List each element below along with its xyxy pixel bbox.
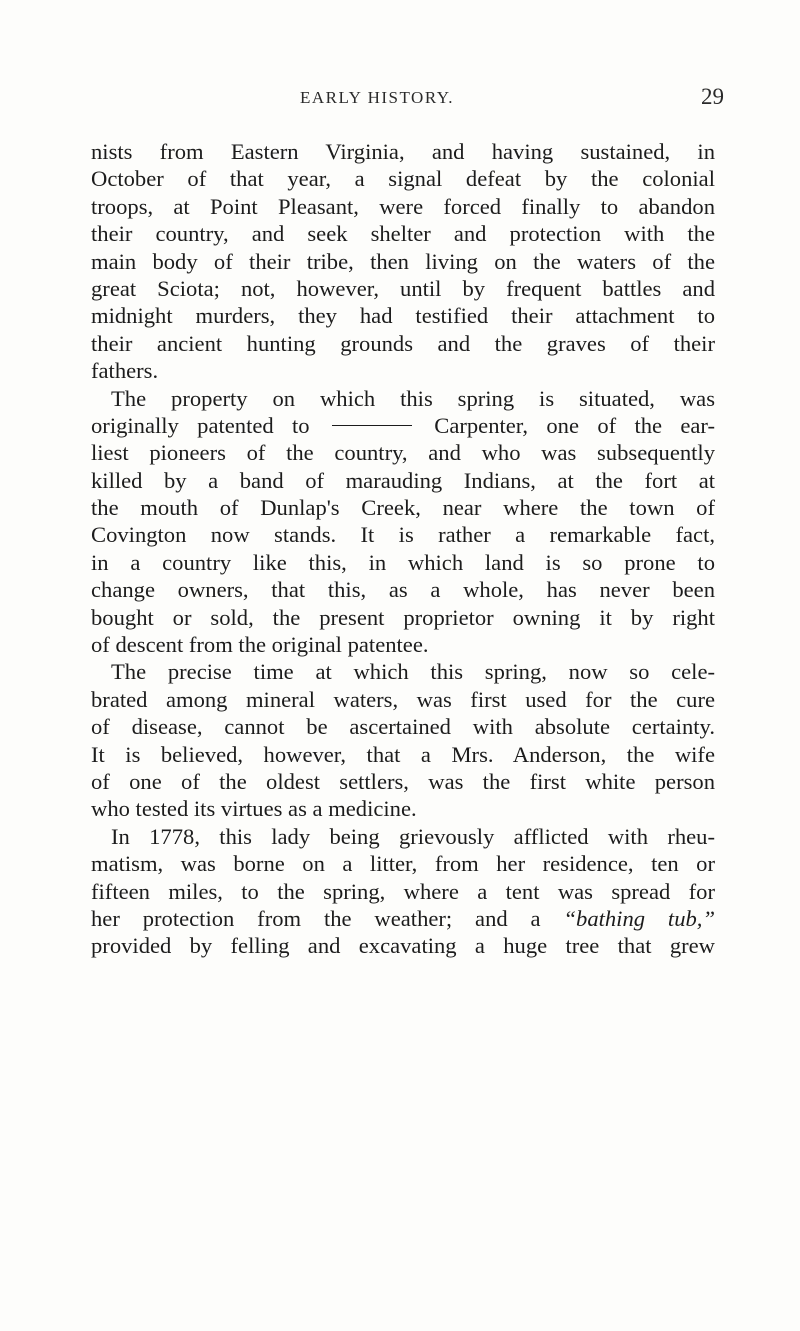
text-fragment: originally patented to bbox=[91, 412, 310, 438]
text-line: troops, at Point Pleasant, were forced finally to abandon bbox=[91, 193, 715, 219]
running-header bbox=[0, 84, 800, 116]
text-line: of disease, cannot be ascertained with absolute certainty. bbox=[91, 714, 715, 740]
text-line: The precise time at which this spring, now so cele- bbox=[111, 659, 715, 685]
text-line: October of that year, a signal defeat by the colonial bbox=[91, 166, 715, 192]
text-line: change owners, that this, as a whole, has never been bbox=[91, 577, 715, 603]
blank-name-dash bbox=[332, 425, 412, 426]
text-line: bought or sold, the present proprietor owning it by right bbox=[91, 604, 715, 630]
text-line-with-italic bbox=[91, 905, 715, 932]
text-line: their country, and seek shelter and protection with the bbox=[91, 221, 715, 247]
text-line-with-blank bbox=[91, 412, 715, 439]
text-line: nists from Eastern Virginia, and having sustained, in bbox=[91, 139, 715, 164]
text-line: the mouth of Dunlap's Creek, near where the town of bbox=[91, 495, 715, 521]
paragraph-4 bbox=[91, 823, 715, 960]
text-line: who tested its virtues as a medicine. bbox=[91, 796, 417, 822]
running-title: EARLY HISTORY. bbox=[300, 88, 455, 107]
paragraph-3 bbox=[91, 658, 715, 822]
text-line: in a country like this, in which land is so prone to bbox=[91, 549, 715, 575]
text-line: killed by a band of marauding Indians, at the fort at bbox=[91, 467, 715, 493]
text-line: Covington now stands. It is rather a remarkable fact, bbox=[91, 522, 715, 548]
text-fragment: Carpenter, one of the ear- bbox=[434, 412, 716, 438]
text-line: In 1778, this lady being grievously afflicted with rheu- bbox=[111, 823, 715, 849]
page-number: 29 bbox=[701, 84, 724, 109]
text-line: main body of their tribe, then living on the waters of the bbox=[91, 248, 715, 274]
paragraph-2 bbox=[91, 385, 715, 659]
italic-phrase: “bathing tub,” bbox=[563, 905, 716, 931]
text-line: brated among mineral waters, was first used for the cure bbox=[91, 686, 715, 712]
text-line: great Sciota; not, however, until by frequent battles and bbox=[91, 275, 715, 301]
text-line: fathers. bbox=[91, 358, 159, 384]
paragraph-1 bbox=[91, 138, 715, 385]
text-line: of descent from the original patentee. bbox=[91, 632, 429, 658]
text-line: matism, was borne on a litter, from her residence, ten or bbox=[91, 851, 715, 877]
text-fragment: her protection from the weather; and a bbox=[91, 905, 541, 931]
text-line: midnight murders, they had testified their attachment to bbox=[91, 303, 715, 329]
text-line: The property on which this spring is situated, was bbox=[111, 385, 715, 411]
body-text bbox=[91, 138, 715, 960]
text-line: fifteen miles, to the spring, where a tent was spread for bbox=[91, 878, 715, 904]
text-line: liest pioneers of the country, and who was subsequently bbox=[91, 440, 715, 466]
text-line: of one of the oldest settlers, was the first white person bbox=[91, 768, 715, 794]
text-line: their ancient hunting grounds and the graves of their bbox=[91, 330, 715, 356]
text-line: It is believed, however, that a Mrs. Anderson, the wife bbox=[91, 741, 715, 767]
text-line: provided by felling and excavating a huge tree that grew bbox=[91, 933, 715, 959]
